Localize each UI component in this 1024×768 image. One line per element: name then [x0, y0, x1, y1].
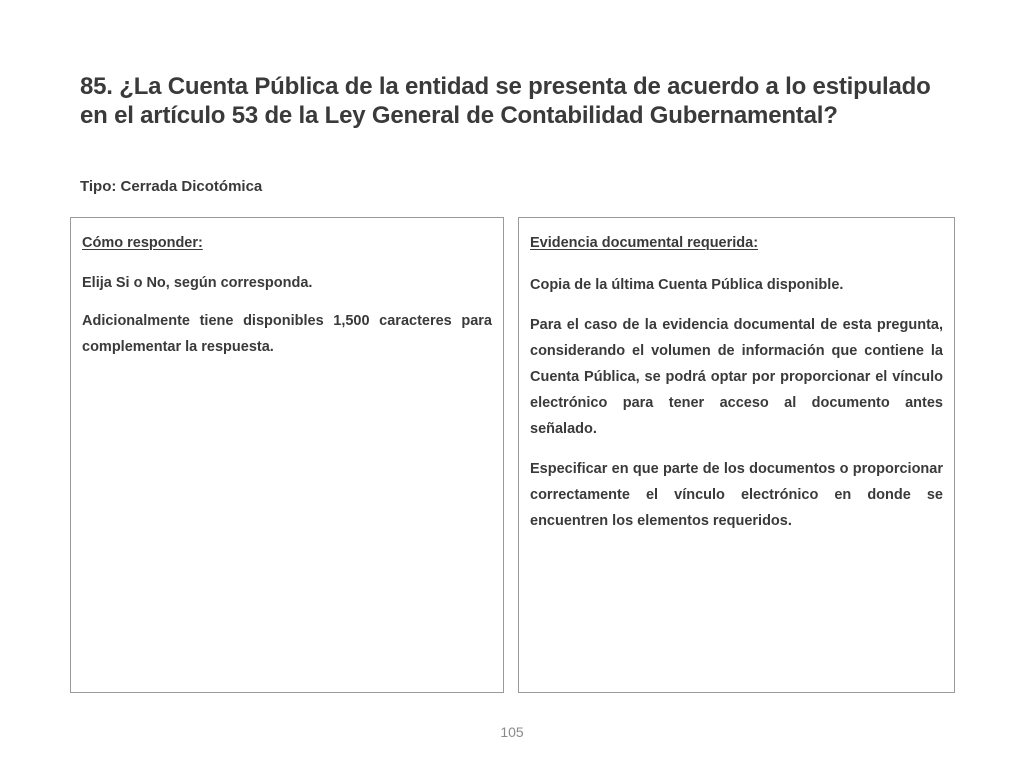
how-to-answer-paragraph: Adicionalmente tiene disponibles 1,500 caracteres para complementar la respuesta.: [82, 313, 492, 355]
question-title: 85. ¿La Cuenta Pública de la entidad se presenta de acuerdo a lo estipulado en el artículo 53 de la Ley General de Contabilidad Gubernamental?: [80, 73, 931, 129]
how-to-answer-paragraph: Elija Si o No, según corresponda.: [82, 275, 313, 291]
evidence-heading: Evidencia documental requerida:: [530, 235, 759, 251]
evidence-paragraph: Copia de la última Cuenta Pública disponible.: [530, 277, 844, 293]
evidence-paragraph: Para el caso de la evidencia documental de esta pregunta, considerando el volumen de información que contiene la Cuenta Pública, se podrá optar por proporcionar el vínculo electrónico para tener acceso al documento antes señalado.: [530, 317, 943, 437]
how-to-answer-panel: [70, 217, 504, 693]
how-to-answer-heading: Cómo responder:: [82, 235, 203, 251]
evidence-panel: [518, 217, 955, 693]
question-type: Tipo: Cerrada Dicotómica: [80, 178, 263, 195]
page-number: 105: [500, 724, 524, 740]
evidence-paragraph: Especificar en que parte de los documentos o proporcionar correctamente el vínculo electrónico en donde se encuentren los elementos requeridos.: [530, 461, 943, 529]
